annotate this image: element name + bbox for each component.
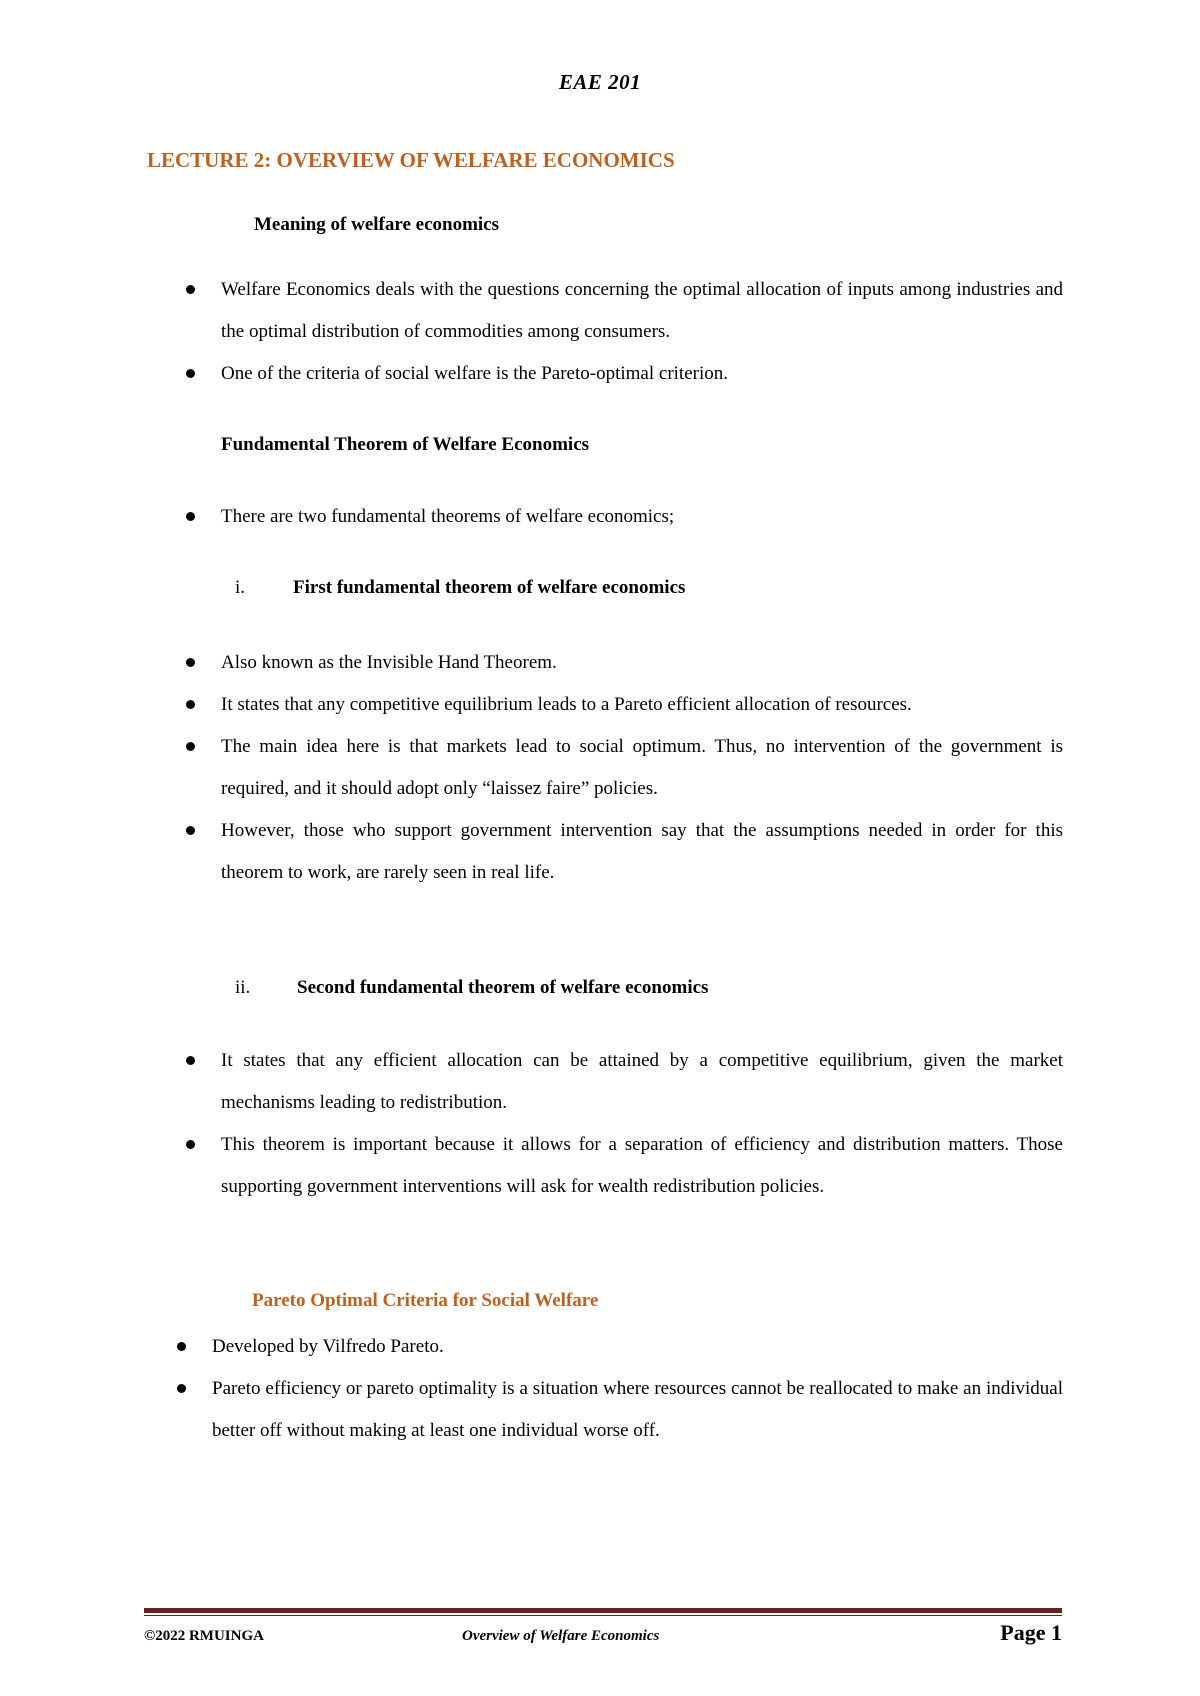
list-item: Also known as the Invisible Hand Theorem. xyxy=(181,642,1063,684)
footer-rule-thin xyxy=(144,1615,1062,1616)
second-theorem-list xyxy=(181,1040,1063,1208)
footer-rule xyxy=(144,1608,1062,1613)
bullet-icon xyxy=(186,1056,195,1065)
footer-copyright: ©2022 RMUINGA xyxy=(144,1628,264,1644)
meaning-heading: Meaning of welfare economics xyxy=(254,214,500,235)
bullet-icon xyxy=(177,1342,186,1351)
pareto-heading: Pareto Optimal Criteria for Social Welfare xyxy=(252,1290,599,1311)
lecture-title: LECTURE 2: OVERVIEW OF WELFARE ECONOMICS xyxy=(147,148,675,172)
footer-page-number: Page 1 xyxy=(1000,1620,1062,1645)
bullet-icon xyxy=(186,742,195,751)
footer-document-title: Overview of Welfare Economics xyxy=(462,1628,660,1644)
fundamental-list xyxy=(181,496,1063,538)
bullet-icon xyxy=(177,1384,186,1393)
pareto-list xyxy=(172,1326,1063,1452)
first-theorem-heading: First fundamental theorem of welfare economics xyxy=(293,577,686,598)
bullet-icon xyxy=(186,369,195,378)
list-item: It states that any efficient allocation can be attained by a competitive equilibrium, given the market mechanisms leading to redistribution. xyxy=(181,1040,1063,1124)
list-item: There are two fundamental theorems of welfare economics; xyxy=(181,496,1063,538)
list-item: It states that any competitive equilibrium leads to a Pareto efficient allocation of resources. xyxy=(181,684,1063,726)
second-theorem-heading: Second fundamental theorem of welfare economics xyxy=(297,977,709,998)
list-item: Welfare Economics deals with the questions concerning the optimal allocation of inputs among industries and the optimal distribution of commodities among consumers. xyxy=(181,269,1063,353)
document-header-code: EAE 201 xyxy=(558,70,642,94)
bullet-icon xyxy=(186,1140,195,1149)
bullet-icon xyxy=(186,512,195,521)
list-item: However, those who support government intervention say that the assumptions needed in order for this theorem to work, are rarely seen in real life. xyxy=(181,810,1063,894)
list-item: Developed by Vilfredo Pareto. xyxy=(172,1326,1063,1368)
bullet-icon xyxy=(186,658,195,667)
first-theorem-list xyxy=(181,642,1063,894)
list-item: The main idea here is that markets lead to social optimum. Thus, no intervention of the government is required, and it should adopt only “laissez faire” policies. xyxy=(181,726,1063,810)
first-numeral: i. xyxy=(235,577,246,598)
bullet-icon xyxy=(186,700,195,709)
list-item: Pareto efficiency or pareto optimality is a situation where resources cannot be reallocated to make an individual better off without making at least one individual worse off. xyxy=(172,1368,1063,1452)
list-item: This theorem is important because it allows for a separation of efficiency and distribution matters. Those supporting government interventions will ask for wealth redistribution policies. xyxy=(181,1124,1063,1208)
bullet-icon xyxy=(186,826,195,835)
meaning-list xyxy=(181,269,1063,395)
fundamental-heading: Fundamental Theorem of Welfare Economics xyxy=(221,434,590,455)
list-item: One of the criteria of social welfare is the Pareto-optimal criterion. xyxy=(181,353,1063,395)
second-numeral: ii. xyxy=(235,977,251,998)
bullet-icon xyxy=(186,285,195,294)
